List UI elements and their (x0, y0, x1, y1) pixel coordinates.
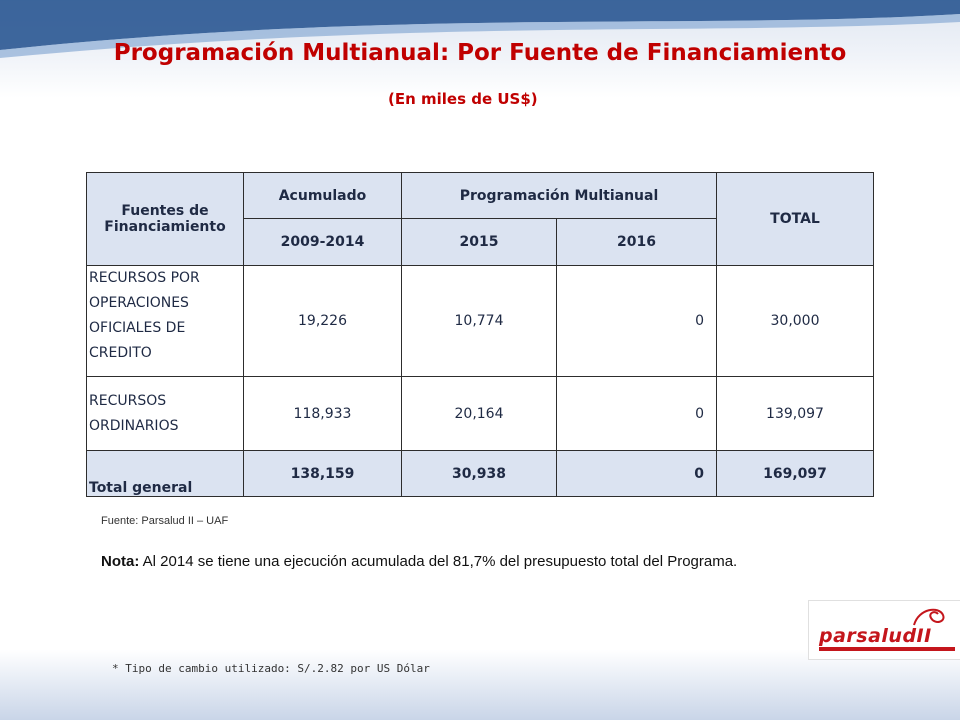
footer-band (0, 650, 960, 720)
source-note: Fuente: Parsalud II – UAF (101, 515, 229, 527)
header-acumulado-years: 2009-2014 (244, 219, 402, 266)
cell-total: 139,097 (717, 377, 874, 451)
row-label: RECURSOS ORDINARIOS (87, 377, 244, 451)
cell-2015: 20,164 (402, 377, 557, 451)
total-acumulado: 138,159 (244, 451, 402, 497)
cell-2015: 10,774 (402, 266, 557, 377)
exchange-rate-note: * Tipo de cambio utilizado: S/.2.82 por US Dólar (112, 662, 430, 675)
logo-text: parsaludII (819, 625, 932, 647)
logo-underline (819, 647, 955, 651)
parsalud-logo (808, 600, 960, 660)
header-2015: 2015 (402, 219, 557, 266)
header-programacion: Programación Multianual (402, 173, 717, 219)
header-acumulado: Acumulado (244, 173, 402, 219)
financing-table (86, 172, 874, 497)
total-label: Total general (87, 451, 244, 497)
row-label: RECURSOS POR OPERACIONES OFICIALES DE CREDITO (87, 266, 244, 377)
total-2016: 0 (557, 451, 717, 497)
page-subtitle: (En miles de US$) (388, 90, 538, 108)
header-total: TOTAL (717, 173, 874, 266)
note-label: Nota: (101, 553, 140, 570)
cell-2016: 0 (557, 266, 717, 377)
page-title: Programación Multianual: Por Fuente de Financiamiento (113, 40, 847, 66)
cell-acumulado: 19,226 (244, 266, 402, 377)
table-row (87, 266, 874, 377)
total-2015: 30,938 (402, 451, 557, 497)
cell-acumulado: 118,933 (244, 377, 402, 451)
cell-total: 30,000 (717, 266, 874, 377)
header-fuentes: Fuentes de Financiamiento (87, 173, 244, 266)
table-row (87, 377, 874, 451)
header-2016: 2016 (557, 219, 717, 266)
total-total: 169,097 (717, 451, 874, 497)
cell-2016: 0 (557, 377, 717, 451)
total-row (87, 451, 874, 497)
note-paragraph (101, 551, 857, 572)
note-text: Al 2014 se tiene una ejecución acumulada del 81,7% del presupuesto total del Programa. (139, 553, 738, 570)
